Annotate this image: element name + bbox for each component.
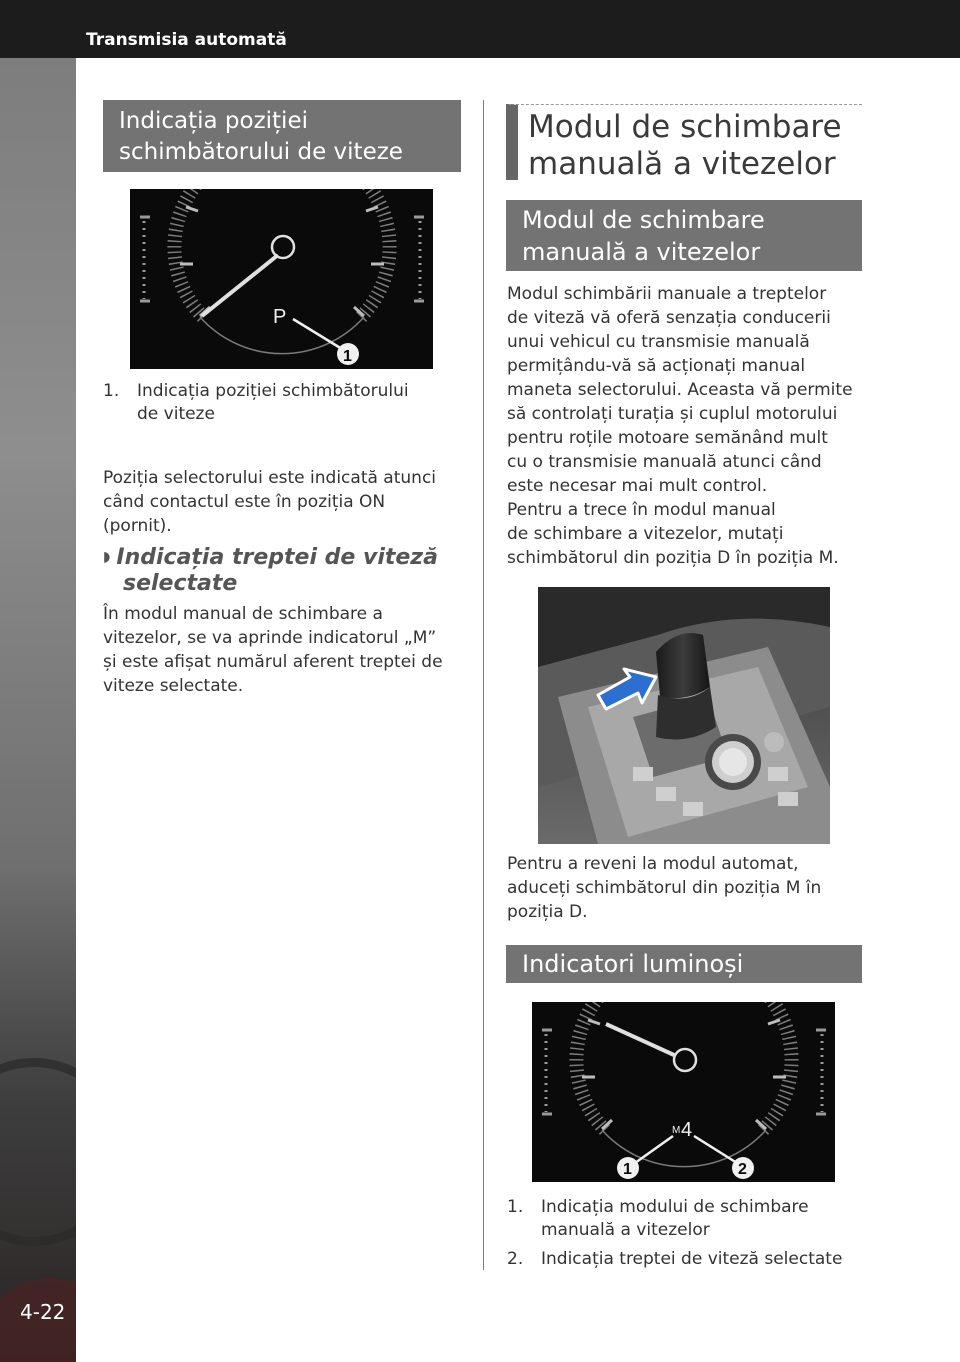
left-section-heading <box>103 100 461 172</box>
text-line: viteze selectate. <box>103 676 244 696</box>
gear-letter-p: P <box>273 306 287 328</box>
text-line: În modul manual de schimbare a <box>103 604 383 624</box>
subheading-line-1: Indicația treptei de viteză <box>116 545 438 570</box>
header-title: Transmisia automată <box>86 30 287 50</box>
legend-number: 2. <box>507 1249 524 1269</box>
left-paragraph-1 <box>103 466 463 538</box>
legend-item <box>507 1196 863 1242</box>
legend-text-line: Indicația poziției schimbătorului <box>137 381 409 401</box>
text-line: să controlați turația și cuplul motorului <box>507 404 838 424</box>
callout-1: 1 <box>623 1161 632 1178</box>
left-heading-line-2: schimbătorului de viteze <box>119 139 403 165</box>
legend-text-line: de viteze <box>137 404 215 424</box>
text-line: și este afișat numărul aferent treptei de <box>103 652 443 672</box>
text-line: Pentru a trece în modul manual <box>507 500 776 520</box>
right-paragraph-1 <box>507 282 863 570</box>
gear-number: 4 <box>681 1119 693 1141</box>
manual-mode-indicator-figure <box>532 1002 835 1182</box>
text-line: de viteză vă oferă senzația conducerii <box>507 308 831 328</box>
side-band-photo <box>0 58 76 1362</box>
text-line: unui vehicul cu transmisie manuală <box>507 332 810 352</box>
text-line: schimbătorul din poziția D în poziția M. <box>507 548 839 568</box>
text-line: de schimbare a vitezelor, mutați <box>507 524 784 544</box>
text-line: pentru roțile motoare semănând mult <box>507 428 828 448</box>
text-line: este necesar mai mult control. <box>507 476 768 496</box>
text-line: Modul schimbării manuale a treptelor <box>507 284 827 304</box>
callout-2: 2 <box>738 1161 747 1178</box>
text-line: Pentru a reveni la modul automat, <box>507 854 799 874</box>
text-line: (pornit). <box>103 516 172 536</box>
text-line: Poziția selectorului este indicată atunci <box>103 468 437 488</box>
text-line: cu o transmisie manuală atunci când <box>507 452 822 472</box>
text-line: aduceți schimbătorul din poziția M în <box>507 878 822 898</box>
legend-number: 1. <box>103 381 120 401</box>
column-divider <box>483 100 484 1270</box>
steering-wheel-decoration <box>0 1058 76 1246</box>
right-page-title <box>506 104 862 180</box>
legend-text-line: Indicația treptei de viteză selectate <box>541 1249 843 1269</box>
legend-item <box>507 1248 863 1271</box>
right-section-heading <box>506 200 862 271</box>
gear-shifter-photo <box>538 587 830 844</box>
bullet-marker-icon: ◗ <box>103 549 111 565</box>
text-line: permițându-vă să acționați manual <box>507 356 806 376</box>
right-heading-line-2: manuală a vitezelor <box>522 238 761 266</box>
text-line: când contactul este în poziția ON <box>103 492 386 512</box>
right-heading-line-1: Modul de schimbare <box>522 206 765 234</box>
title-line-2: manuală a vitezelor <box>528 146 836 182</box>
text-line: vitezelor, se va aprinde indicatorul „M” <box>103 628 437 648</box>
left-paragraph-2 <box>103 602 463 698</box>
legend-text-line: manuală a vitezelor <box>541 1220 710 1240</box>
legend-item <box>103 380 463 426</box>
callout-1: 1 <box>343 348 352 365</box>
text-line: poziția D. <box>507 902 588 922</box>
title-line-1: Modul de schimbare <box>528 109 842 145</box>
legend-text-line: Indicația modului de schimbare <box>541 1197 809 1217</box>
figure3-legend <box>507 1196 863 1271</box>
indicator-lights-heading: Indicatori luminoși <box>506 945 862 983</box>
right-paragraph-2 <box>507 852 863 924</box>
subheading-line-2: selectate <box>123 571 238 596</box>
manual-mode-letter: M <box>672 1125 681 1136</box>
text-line: maneta selectorului. Aceasta vă permite <box>507 380 853 400</box>
gear-position-indicator-figure <box>130 189 433 369</box>
legend-number: 1. <box>507 1197 524 1217</box>
page-header <box>0 0 960 58</box>
page-number: 4-22 <box>20 1300 66 1324</box>
figure1-legend <box>103 380 463 426</box>
left-heading-line-1: Indicația poziției <box>119 108 308 134</box>
left-subheading <box>103 544 463 597</box>
